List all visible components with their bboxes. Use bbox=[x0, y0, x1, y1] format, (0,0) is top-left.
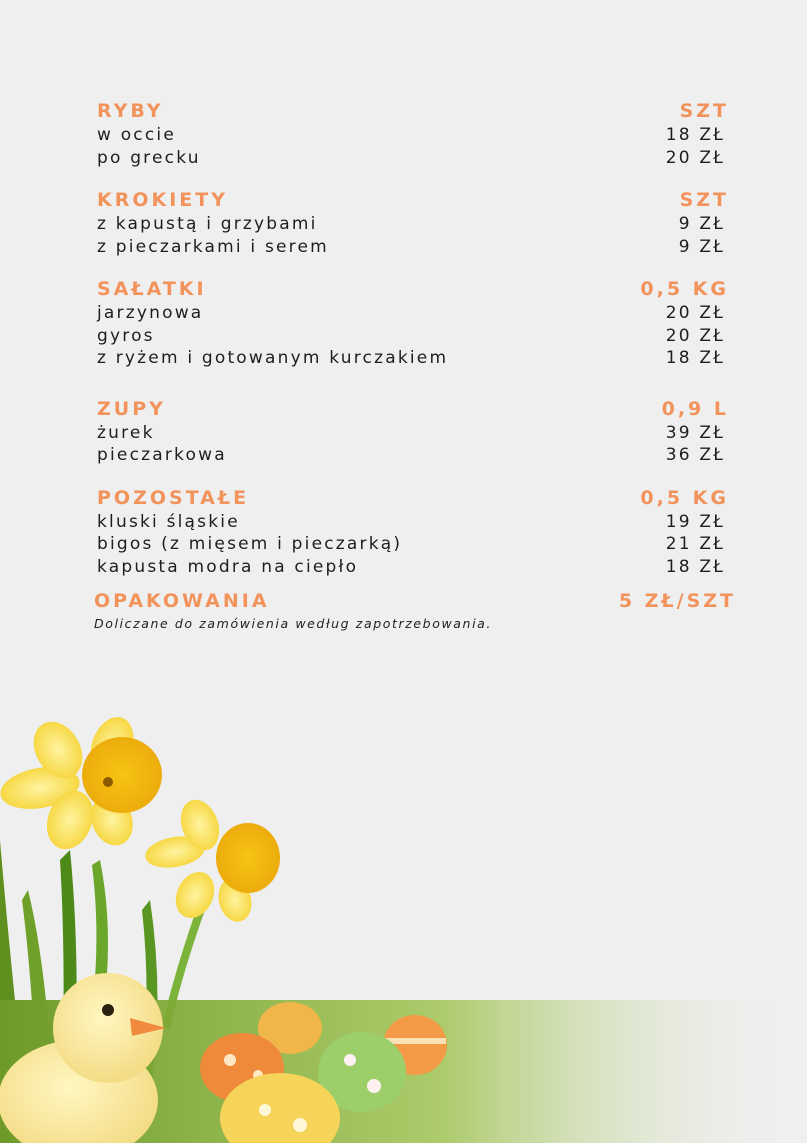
packaging-section bbox=[94, 588, 736, 631]
price-menu bbox=[97, 98, 729, 596]
menu-item bbox=[97, 347, 729, 370]
item-price: 20 ZŁ bbox=[665, 325, 725, 346]
section-title: POZOSTAŁE bbox=[97, 486, 250, 509]
item-price: 18 ZŁ bbox=[665, 556, 725, 577]
item-name: bigos (z mięsem i pieczarką) bbox=[97, 534, 403, 554]
item-name: gyros bbox=[97, 325, 155, 346]
item-name: z kapustą i grzybami bbox=[97, 214, 318, 234]
section-title: ZUPY bbox=[97, 397, 166, 420]
menu-item bbox=[97, 444, 729, 467]
item-name: po grecku bbox=[97, 147, 201, 168]
menu-section-pozostale bbox=[97, 485, 729, 579]
menu-section-zupy bbox=[97, 396, 729, 467]
item-price: 9 ZŁ bbox=[678, 214, 725, 234]
item-name: z ryżem i gotowanym kurczakiem bbox=[97, 348, 449, 368]
section-unit: SZT bbox=[679, 189, 729, 211]
item-name: żurek bbox=[97, 422, 155, 443]
chick bbox=[0, 973, 166, 1143]
menu-item bbox=[97, 556, 729, 579]
item-price: 36 ZŁ bbox=[665, 445, 725, 465]
item-price: 19 ZŁ bbox=[665, 511, 725, 532]
menu-section-ryby bbox=[97, 98, 729, 169]
menu-item bbox=[97, 236, 729, 259]
easter-illustration bbox=[0, 700, 807, 1143]
packaging-price: 5 ZŁ/SZT bbox=[618, 590, 736, 612]
section-title: SAŁATKI bbox=[97, 278, 207, 300]
item-price: 39 ZŁ bbox=[665, 422, 725, 443]
menu-item bbox=[97, 302, 729, 325]
item-name: kapusta modra na ciepło bbox=[97, 556, 359, 577]
menu-item bbox=[97, 511, 729, 534]
item-price: 18 ZŁ bbox=[665, 125, 725, 145]
menu-item bbox=[97, 422, 729, 445]
item-name: kluski śląskie bbox=[97, 511, 240, 532]
section-unit: 0,5 KG bbox=[640, 278, 729, 300]
item-price: 20 ZŁ bbox=[665, 303, 725, 323]
section-unit: 0,9 L bbox=[661, 397, 729, 420]
item-price: 21 ZŁ bbox=[665, 534, 725, 554]
menu-section-krokiety bbox=[97, 187, 729, 258]
packaging-title: OPAKOWANIA bbox=[94, 590, 270, 612]
menu-section-salatki bbox=[97, 276, 729, 370]
item-price: 18 ZŁ bbox=[665, 348, 725, 368]
item-name: jarzynowa bbox=[97, 303, 204, 323]
menu-item bbox=[97, 533, 729, 556]
item-name: z pieczarkami i serem bbox=[97, 236, 329, 257]
item-name: w occie bbox=[97, 125, 176, 145]
daffodil-small bbox=[143, 794, 280, 925]
section-title: RYBY bbox=[97, 100, 164, 122]
daffodil-large bbox=[0, 711, 162, 856]
section-title: KROKIETY bbox=[97, 189, 228, 211]
item-price: 9 ZŁ bbox=[678, 236, 725, 257]
section-unit: 0,5 KG bbox=[640, 486, 729, 509]
packaging-note: Doliczane do zamówienia według zapotrzebowania. bbox=[94, 616, 492, 631]
menu-item bbox=[97, 325, 729, 348]
item-price: 20 ZŁ bbox=[665, 147, 725, 168]
item-name: pieczarkowa bbox=[97, 445, 227, 465]
menu-item bbox=[97, 213, 729, 236]
menu-item bbox=[97, 124, 729, 147]
menu-item bbox=[97, 147, 729, 170]
section-unit: SZT bbox=[679, 100, 729, 122]
